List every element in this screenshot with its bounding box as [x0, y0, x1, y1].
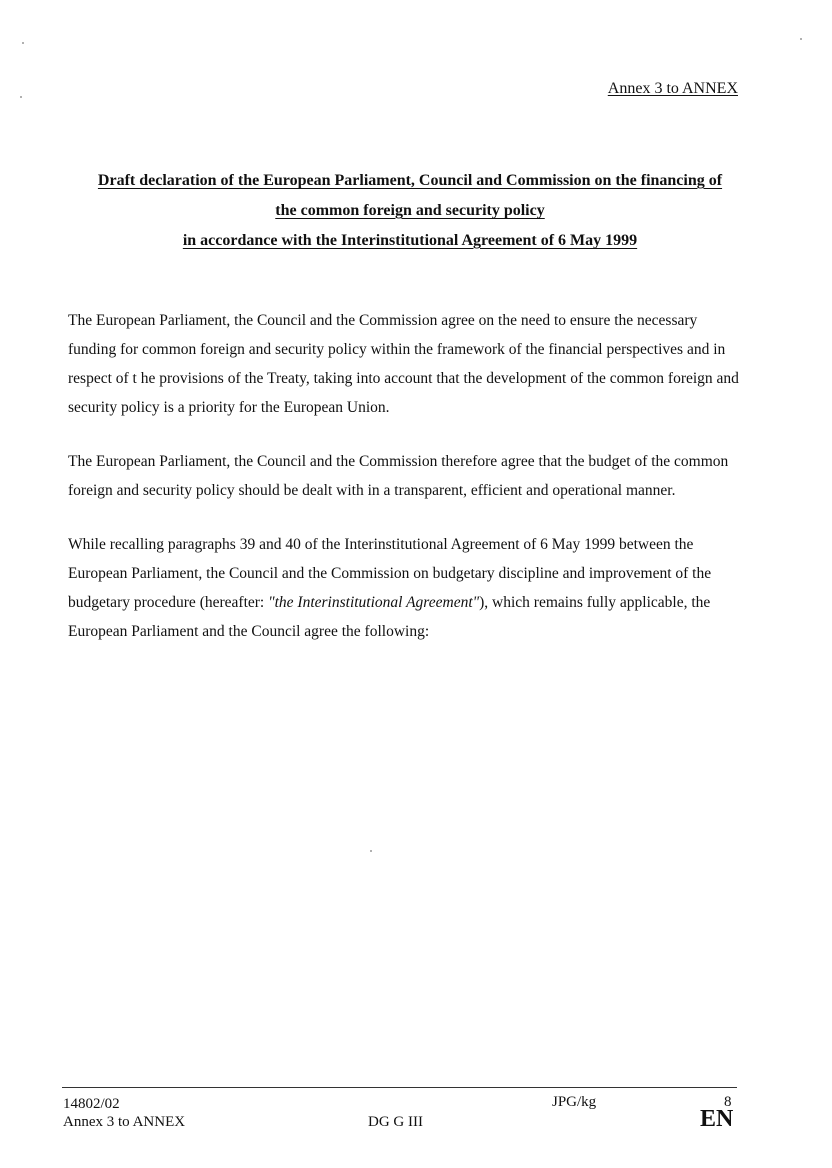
- paragraph-3: [68, 530, 748, 646]
- scan-speck: [20, 96, 22, 98]
- scan-speck: [22, 42, 24, 44]
- header-annex-reference: Annex 3 to ANNEX: [607, 80, 738, 97]
- footer-document-number: 14802/02: [63, 1096, 120, 1112]
- paragraph-3-italic-term: "the Interinstitutional Agreement": [268, 594, 480, 611]
- document-title: [60, 166, 760, 256]
- paragraph-1: The European Parliament, the Council and the Commission agree on the need to ensure the necessary funding for common foreign and security policy within the framework of the financial perspectives and in respect of t he provisions of the Treaty, taking into account that the development of the common foreign and security policy is a priority for the European Union.: [68, 312, 739, 416]
- footer-directorate: DG G III: [368, 1114, 423, 1130]
- footer-language-code: EN: [700, 1106, 734, 1132]
- scan-speck: [370, 850, 372, 852]
- paragraph-3-text-a: While recalling paragraphs 39 and 40 of the Interinstitutional Agreement of 6 May 1999 between the European Parliament, the Council and the Commission on budgetary discipline and improvement of the budgetary procedure (hereafter:: [68, 536, 712, 611]
- footer-divider: [62, 1087, 737, 1088]
- footer-annex-reference: Annex 3 to ANNEX: [63, 1114, 186, 1130]
- scan-speck: [800, 38, 802, 40]
- paragraph-3-text-b: ), which remains fully applicable, the European Parliament and the Council agree the following:: [68, 594, 711, 640]
- title-line-3: in accordance with the Interinstitutional Agreement of 6 May 1999: [182, 232, 638, 249]
- document-body: [68, 306, 748, 671]
- footer-page-number: 8: [724, 1094, 732, 1110]
- title-line-1: Draft declaration of the European Parliament, Council and Commission on the financing of: [97, 172, 723, 189]
- footer-initials: JPG/kg: [552, 1094, 597, 1110]
- title-line-2: the common foreign and security policy: [275, 202, 545, 219]
- paragraph-2: The European Parliament, the Council and the Commission therefore agree that the budget of the common foreign and security policy should be dealt with in a transparent, efficient and operational manner.: [68, 453, 729, 499]
